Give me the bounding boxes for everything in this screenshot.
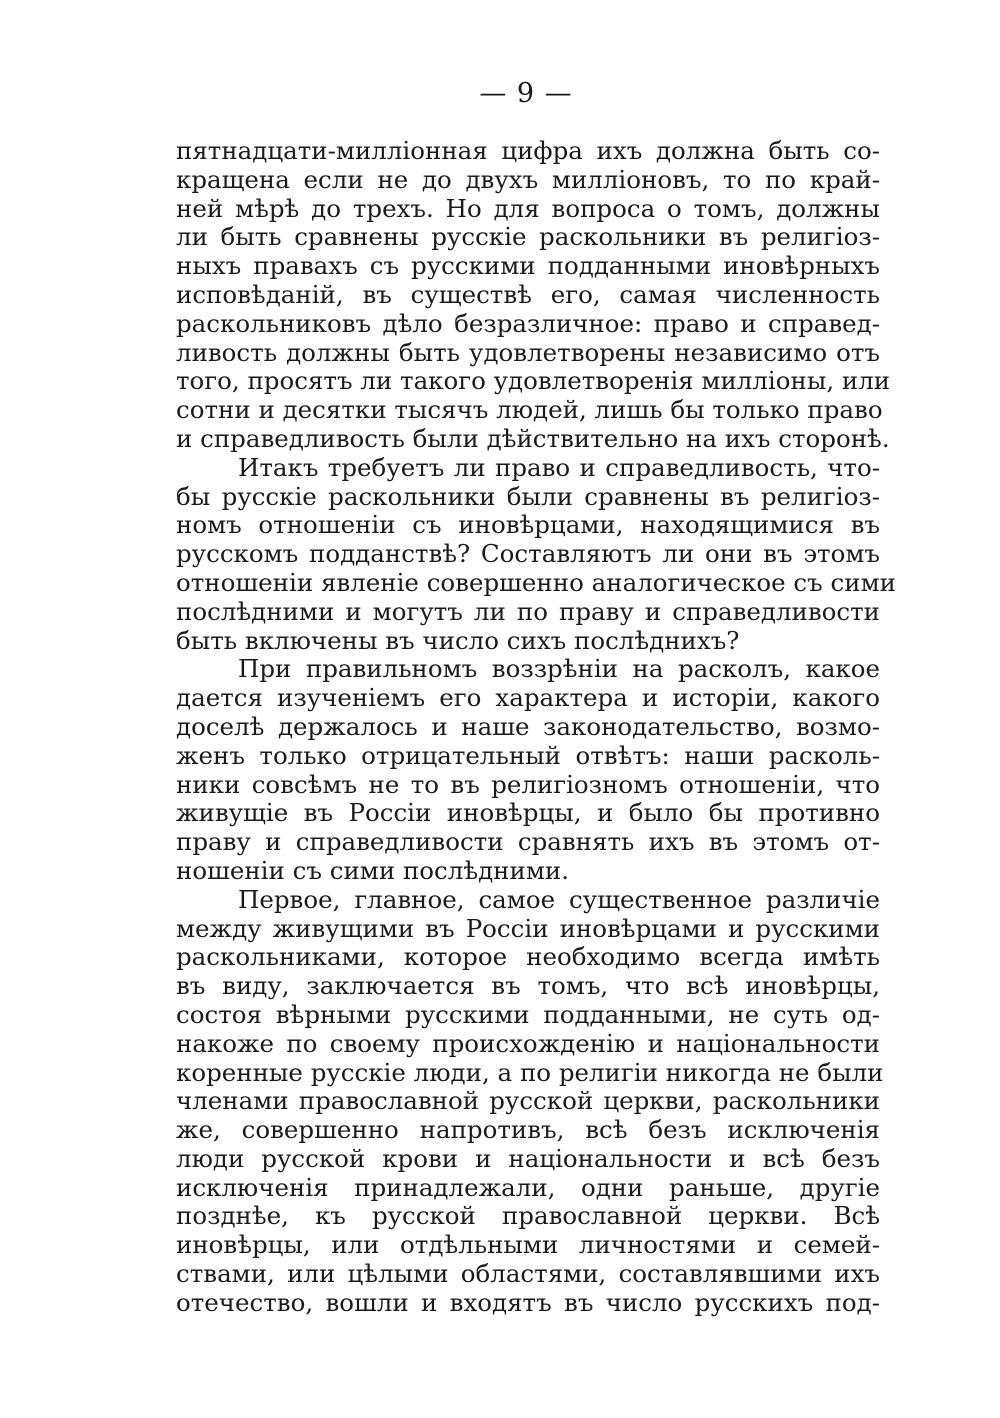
- paragraph-first-line: При правильномъ воззрѣнiи на расколъ, какое: [238, 654, 880, 684]
- text-line: того, просятъ ли такого удовлетворенiя миллiоны, или: [176, 366, 891, 396]
- text-line: бы русскiе раскольники были сравнены въ религiоз-: [176, 481, 880, 511]
- text-line: послѣдними и могутъ ли по праву и справедливости: [176, 596, 880, 626]
- page-number: — 9 —: [479, 78, 573, 109]
- text-line: ники совсѣмъ не то въ религiозномъ отношенiи, что: [176, 769, 880, 799]
- paragraph-first-line: Итакъ требуетъ ли право и справедливость, что-: [238, 452, 880, 482]
- text-line: отношенiи явленiе совершенно аналогическое съ сими: [176, 567, 896, 597]
- text-line: позднѣе, къ русской православной церкви. Всѣ: [176, 1201, 880, 1231]
- text-line: русскомъ подданствѣ? Составляютъ ли они въ этомъ: [176, 539, 880, 569]
- paragraph-last-line: ношенiи съ сими послѣдними.: [176, 855, 570, 885]
- text-line: ныхъ правахъ съ русскими подданными иновѣрныхъ: [176, 251, 880, 281]
- text-line: раскольниковъ дѣло безразличное: право и справед-: [176, 308, 880, 338]
- text-line: исключенiя принадлежали, одни раньше, другiе: [176, 1172, 880, 1202]
- text-line: отечество, вошли и входятъ въ число русскихъ под-: [176, 1287, 880, 1317]
- text-line: членами православной русской церкви, раскольники: [176, 1086, 880, 1116]
- body-text: [176, 136, 896, 1318]
- text-line: же, совершенно напротивъ, всѣ безъ исключенiя: [176, 1115, 880, 1145]
- text-line: между живущими въ Россiи иновѣрцами и русскими: [176, 913, 880, 943]
- paragraph-last-line: быть включены въ число сихъ послѣднихъ?: [176, 625, 740, 655]
- text-line: въ виду, заключается въ томъ, что всѣ иновѣрцы,: [176, 971, 880, 1001]
- text-line: иновѣрцы, или отдѣльными личностями и семей-: [176, 1230, 880, 1260]
- text-line: ливость должны быть удовлетворены независимо отъ: [176, 337, 880, 367]
- paragraph-first-line: Первое, главное, самое существенное различiе: [238, 884, 880, 914]
- text-line: пятнадцати-миллiонная цифра ихъ должна быть со-: [176, 136, 880, 165]
- text-line: люди русской крови и нацiональности и всѣ безъ: [176, 1143, 880, 1173]
- text-line: ствами, или цѣлыми областями, составлявшими ихъ: [176, 1259, 880, 1289]
- text-line: женъ только отрицательный отвѣтъ: наши расколь-: [176, 740, 880, 770]
- text-line: и справедливость были дѣйствительно на ихъ сторонѣ.: [176, 423, 890, 453]
- text-line: ли быть сравнены русскiе раскольники въ религiоз-: [176, 222, 880, 252]
- text-line: раскольниками, которое необходимо всегда имѣть: [176, 942, 880, 972]
- text-line: сотни и десятки тысячъ людей, лишь бы только право: [176, 395, 883, 425]
- text-line: живущiе въ Россiи иновѣрцы, и было бы противно: [176, 798, 880, 828]
- text-line: праву и справедливости сравнять ихъ въ этомъ от-: [176, 827, 880, 857]
- text-line: коренные русскiе люди, а по религiи никогда не были: [176, 1057, 884, 1087]
- text-line: доселѣ держалось и наше законодательство, возмо-: [176, 711, 880, 741]
- text-line: дается изученiемъ его характера и исторiи, какого: [176, 683, 880, 713]
- text-line: накоже по своему происхожденiю и нацiональности: [176, 1028, 880, 1058]
- text-line: исповѣданiй, въ существѣ его, самая численность: [176, 279, 880, 309]
- text-line: кращена если не до двухъ миллiоновъ, то по край-: [176, 164, 880, 194]
- text-line: состоя вѣрными русскими подданными, не суть од-: [176, 999, 880, 1029]
- text-line: ней мѣрѣ до трехъ. Но для вопроса о томъ, должны: [176, 193, 880, 223]
- text-line: номъ отношенiи съ иновѣрцами, находящимися въ: [176, 510, 880, 540]
